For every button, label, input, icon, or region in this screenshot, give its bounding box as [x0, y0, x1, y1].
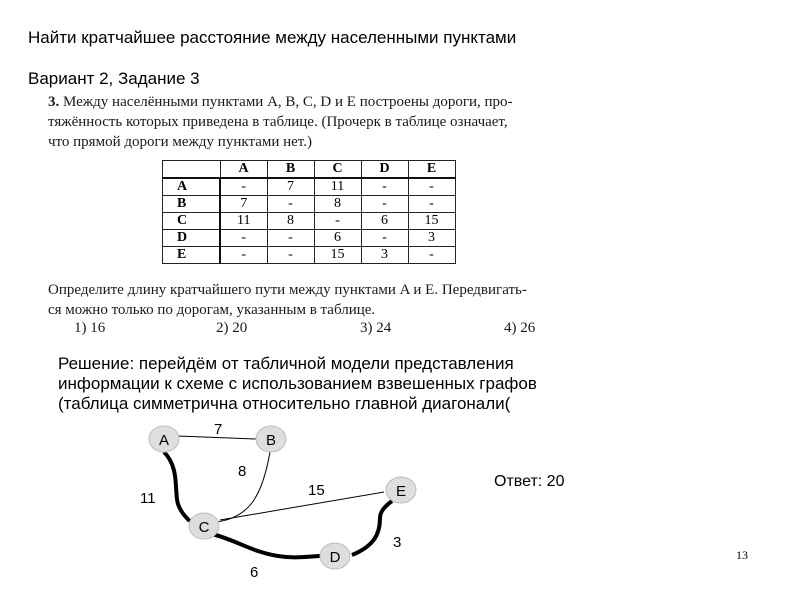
table-cell: - — [361, 178, 408, 196]
table-cell: 15 — [408, 213, 455, 230]
column-header: A — [220, 161, 267, 179]
solution-line-3: (таблица симметрична относительно главной диагонали( — [58, 394, 511, 413]
node-c-label: C — [198, 519, 210, 536]
table-cell: 7 — [220, 196, 267, 213]
option-3: 3) 24 — [360, 320, 392, 336]
question-line-2: ся можно только по дорогам, указанным в таблице. — [48, 302, 376, 318]
answer-label: Ответ: 20 — [494, 473, 565, 490]
table-cell: 7 — [267, 178, 314, 196]
row-header: A — [163, 178, 221, 196]
row-header: E — [163, 247, 221, 264]
table-cell: - — [408, 247, 455, 264]
node-d-label: D — [329, 549, 341, 566]
table-cell: 3 — [361, 247, 408, 264]
edge-d-e — [352, 501, 392, 555]
variant-label: Вариант 2, Задание 3 — [28, 69, 200, 88]
option-1: 1) 16 — [74, 320, 106, 336]
row-header: C — [163, 213, 221, 230]
weight-b-c: 8 — [238, 463, 247, 480]
node-b-label: B — [265, 432, 277, 449]
table-cell: 11 — [220, 213, 267, 230]
page-number: 13 — [736, 548, 748, 562]
table-cell: - — [220, 178, 267, 196]
problem-line-2: тяжённость которых приведена в таблице. (Прочерк в таблице означает, — [48, 114, 508, 130]
weight-c-e: 15 — [308, 482, 325, 499]
table-cell: 6 — [314, 230, 361, 247]
table-cell: 11 — [314, 178, 361, 196]
column-header: B — [267, 161, 314, 179]
weight-a-b: 7 — [214, 421, 223, 438]
table-cell: 15 — [314, 247, 361, 264]
weight-d-e: 3 — [393, 534, 402, 551]
table-cell: - — [361, 230, 408, 247]
question-line-1: Определите длину кратчайшего пути между пунктами A и E. Передвигать- — [48, 282, 527, 298]
solution-line-1: Решение: перейдём от табличной модели представления — [58, 354, 514, 373]
edge-c-e — [220, 492, 384, 520]
table-cell: - — [361, 196, 408, 213]
table-cell: - — [314, 213, 361, 230]
solution-line-2: информации к схеме с использованием взвешенных графов — [58, 374, 537, 393]
table-cell: 8 — [314, 196, 361, 213]
edge-a-c — [164, 452, 190, 522]
column-header: E — [408, 161, 455, 179]
table-cell: - — [408, 178, 455, 196]
node-a-label: A — [158, 432, 170, 449]
node-e-label: E — [395, 483, 407, 500]
column-header: D — [361, 161, 408, 179]
table-cell: 3 — [408, 230, 455, 247]
weight-a-c: 11 — [140, 490, 156, 507]
table-cell: - — [267, 196, 314, 213]
page-title: Найти кратчайшее расстояние между населенными пунктами — [28, 28, 517, 47]
option-2: 2) 20 — [216, 320, 248, 336]
table-cell: - — [267, 230, 314, 247]
table-cell: - — [220, 247, 267, 264]
problem-line-1: 3. Между населёнными пунктами A, B, C, D и E построены дороги, про- — [48, 94, 513, 110]
edge-c-d — [212, 534, 322, 557]
column-header: C — [314, 161, 361, 179]
weight-c-d: 6 — [250, 564, 259, 581]
table-cell: 8 — [267, 213, 314, 230]
problem-line-3: что прямой дороги между пунктами нет.) — [48, 134, 312, 150]
row-header: D — [163, 230, 221, 247]
table-cell: - — [267, 247, 314, 264]
table-cell: - — [220, 230, 267, 247]
table-cell: - — [408, 196, 455, 213]
table-cell: 6 — [361, 213, 408, 230]
row-header: B — [163, 196, 221, 213]
option-4: 4) 26 — [504, 320, 536, 336]
